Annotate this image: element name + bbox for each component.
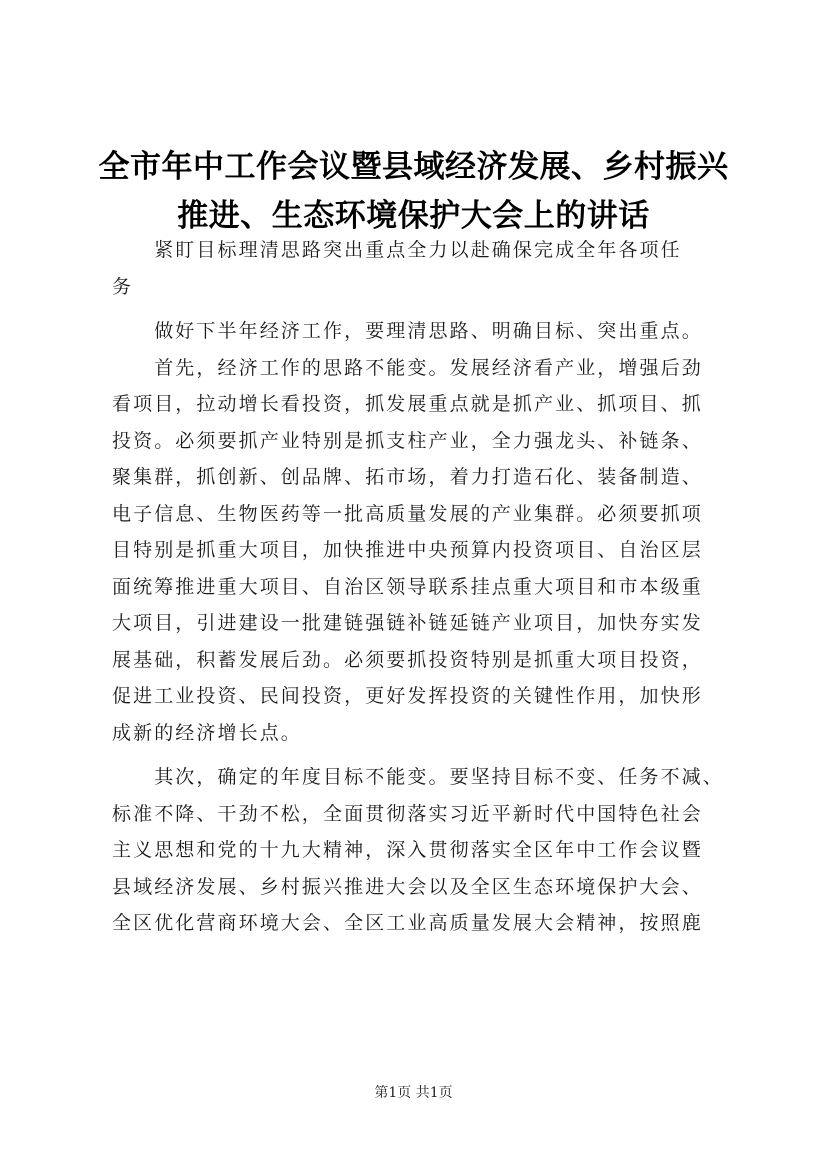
body-line: 展基础，积蓄发展后劲。必须要抓投资特别是抓重大项目投资， (112, 648, 703, 671)
body-line: 看项目，拉动增长看投资，抓发展重点就是抓产业、抓项目、抓 (112, 393, 703, 415)
body-line: 务 (112, 275, 134, 298)
body-line: 面统筹推进重大项目、自治区领导联系挂点重大项目和市本级重 (112, 575, 703, 598)
document-title (60, 143, 767, 241)
body-line: 电子信息、生物医药等一批高质量发展的产业集群。必须要抓项 (112, 502, 703, 525)
title-line-2: 推进、生态环境保护大会上的讲话 (177, 198, 650, 234)
page-footer: 第1页 共1页 (374, 1085, 453, 1101)
paragraph-gap (112, 305, 748, 313)
body-line: 其次，确定的年度目标不能变。要坚持目标不变、任务不减、 (112, 766, 724, 788)
body-line: 目特别是抓重大项目，加快推进中央预算内投资项目、自治区层 (112, 539, 703, 561)
title-line-1: 全市年中工作会议暨县域经济发展、乡村振兴 (98, 149, 729, 185)
body-line: 投资。必须要抓产业特别是抓支柱产业，全力强龙头、补链条、 (112, 429, 703, 452)
body-line: 全区优化营商环境大会、全区工业高质量发展大会精神，按照鹿 (112, 912, 703, 934)
body-line: 大项目，引进建设一批建链强链补链延链产业项目，加快夯实发 (112, 612, 703, 634)
body-line: 做好下半年经济工作，要理清思路、明确目标、突出重点。 (112, 320, 703, 342)
body-line: 紧盯目标理清思路突出重点全力以赴确保完成全年各项任 (112, 239, 682, 261)
body-line: 县域经济发展、乡村振兴推进大会以及全区生态环境保护大会、 (112, 875, 703, 898)
document-body (112, 232, 748, 942)
paragraph-gap (112, 751, 748, 759)
body-line: 成新的经济增长点。 (112, 721, 302, 744)
body-line: 首先，经济工作的思路不能变。发展经济看产业，增强后劲 (112, 356, 703, 379)
body-line: 聚集群，抓创新、创品牌、拓市场，着力打造石化、装备制造、 (112, 466, 703, 488)
body-line: 主义思想和党的十九大精神，深入贯彻落实全区年中工作会议暨 (112, 839, 703, 861)
body-line: 标准不降、干劲不松，全面贯彻落实习近平新时代中国特色社会 (112, 802, 703, 825)
body-line: 促进工业投资、民间投资，更好发挥投资的关键性作用，加快形 (112, 685, 703, 707)
